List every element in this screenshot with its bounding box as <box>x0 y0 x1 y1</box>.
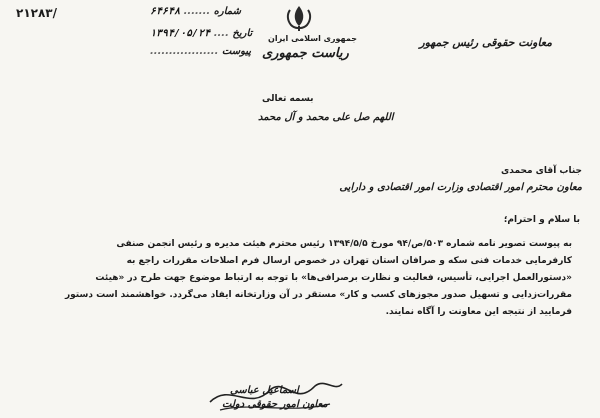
bismillah: بسمه تعالی <box>262 94 314 104</box>
greeting: با سلام و احترام؛ <box>503 215 580 225</box>
date-row <box>150 28 252 39</box>
attachment-row <box>150 46 251 57</box>
gov-line-1: جمهوری اسلامی ایران <box>268 34 357 43</box>
salawat: اللهم صل علی محمد و آل محمد <box>258 112 394 123</box>
addressee-name: جناب آقای محمدی <box>501 166 582 176</box>
letter-body <box>64 236 572 321</box>
addressee-title: معاون محترم امور اقتصادی وزارت امور اقتصادی و دارایی <box>339 182 582 193</box>
signer-name: اسماعیل عباسی <box>230 385 299 396</box>
date-label: تاریخ <box>232 28 253 39</box>
body-line: کارفرمایی خدمات فنی سکه و صرافان استان تهران در خصوص ارسال فرم اصلاحات مقررات راجع به <box>126 256 572 266</box>
body-line: «دستورالعمل اجرایی، تأسیس، فعالیت و نظارت برصرافی‌ها» با توجه به ارتباط موضوع جهت طرح در «هیئت <box>95 273 572 283</box>
reference-code: ۲۱۲۸۳/ <box>16 6 58 20</box>
number-value: ۶۴۶۴۸ <box>150 6 181 17</box>
date-value: ۱۳۹۴/۰۵/۲۴ <box>150 28 211 39</box>
body-line: به پیوست تصویر نامه شماره ۵۰۳/ص/۹۴ مورخ ۱۳۹۴/۵/۵ رئیس محترم هیئت مدیره و رئیس انجمن صنفی <box>116 239 572 249</box>
signer-title: معاون امور حقوقی دولت <box>222 399 328 410</box>
body-line: فرمایید از نتیجه این معاونت را آگاه نمایند. <box>385 307 572 317</box>
date-dots: .... <box>213 28 229 39</box>
number-row <box>150 6 241 17</box>
emblem-icon <box>284 4 314 32</box>
body-line: مقررات‌زدایی و تسهیل صدور مجوزهای کسب و کار» مستقر در آن وزارتخانه ایفاد می‌گردد. خواهشمند است دستور <box>64 290 572 300</box>
office-title: معاونت حقوقی رئیس جمهور <box>419 36 552 49</box>
number-label: شماره <box>213 6 241 17</box>
number-dots: ....... <box>183 6 211 17</box>
gov-line-2: ریاست جمهوری <box>262 46 349 61</box>
attachment-label: پیوست <box>221 46 252 57</box>
attachment-dots: .................. <box>150 46 219 57</box>
